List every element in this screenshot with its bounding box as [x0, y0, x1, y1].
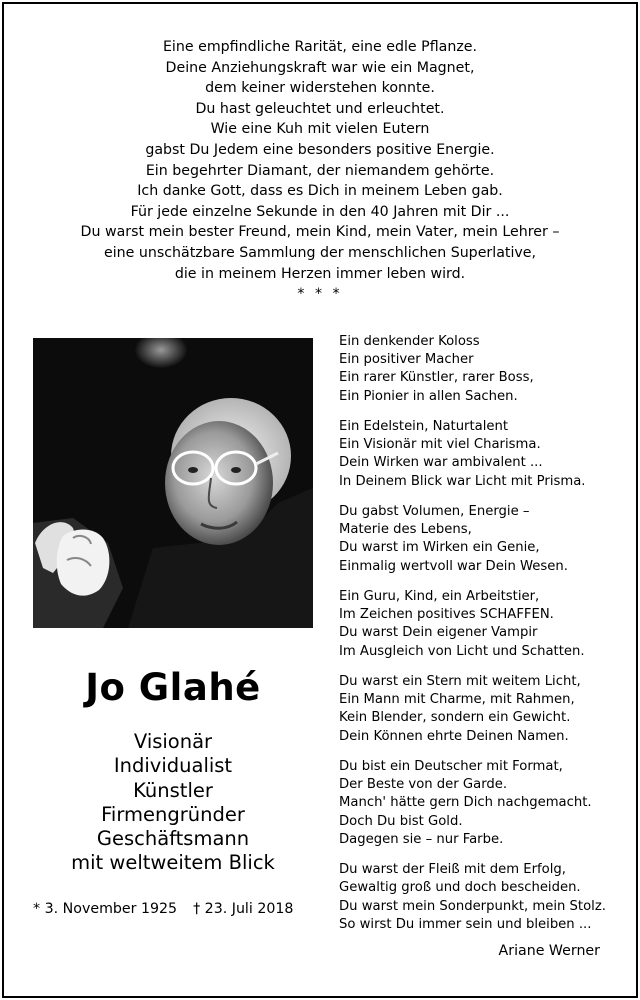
poem-stanza [339, 418, 629, 491]
poem-stanza [339, 861, 629, 934]
intro-line: gabst Du Jedem eine besonders positive Energie. [145, 141, 495, 158]
poem-line: Ein positiver Macher [339, 352, 474, 368]
poem-line: Ein Mann mit Charme, mit Rahmen, [339, 692, 575, 708]
poem-line: Ein rarer Künstler, rarer Boss, [339, 370, 534, 386]
intro-line: eine unschätzbare Sammlung der menschlichen Superlative, [103, 244, 537, 261]
poem-line: Der Beste von der Garde. [339, 777, 508, 793]
intro-line: Ein begehrter Diamant, der niemandem gehörte. [145, 162, 495, 179]
birth-date: * 3. November 1925 [33, 901, 178, 917]
poem-line: Du warst Dein eigener Vampir [339, 625, 538, 641]
title-item: mit weltweitem Blick [71, 851, 275, 875]
poem-line: Du bist ein Deutscher mit Format, [339, 759, 563, 774]
poem-line: In Deinem Blick war Licht mit Prisma. [339, 473, 586, 489]
intro-line: Du hast geleuchtet und erleuchtet. [195, 100, 445, 117]
intro-line: dem keiner widerstehen konnte. [205, 80, 435, 97]
poem-line: So wirst Du immer sein und bleiben ... [339, 916, 592, 932]
intro-line: Eine empfindliche Rarität, eine edle Pflanze. [162, 39, 478, 55]
poem-line: Im Ausgleich von Licht und Schatten. [339, 643, 585, 659]
life-dates [33, 901, 323, 917]
poem-line: Manch' hätte gern Dich nachgemacht. [339, 795, 592, 811]
poem-stanza [339, 588, 629, 661]
deceased-name: Jo Glahé [85, 666, 261, 709]
intro-line: die in meinem Herzen immer leben wird. [174, 265, 466, 282]
poem-stanza [339, 758, 629, 849]
title-item: Firmengründer [101, 802, 245, 826]
intro-line: Deine Anziehungskraft war wie ein Magnet, [165, 59, 475, 76]
titles-list [33, 730, 313, 876]
portrait-illustration [33, 338, 313, 628]
intro-line: Für jede einzelne Sekunde in den 40 Jahren mit Dir ... [130, 203, 510, 220]
poem-line: Materie des Lebens, [339, 522, 472, 538]
poem-stanza [339, 503, 629, 576]
poem-line: Einmalig wertvoll war Dein Wesen. [339, 558, 568, 574]
death-date: † 23. Juli 2018 [193, 901, 294, 917]
poem-line: Dagegen sie – nur Farbe. [339, 831, 504, 847]
poem-line: Gewaltig groß und doch bescheiden. [339, 880, 581, 896]
poem-stanza [339, 333, 629, 406]
poem-line: Ein denkender Koloss [339, 334, 480, 349]
separator-stars: * * * [297, 286, 343, 303]
poem-line: Kein Blender, sondern ein Gewicht. [339, 710, 571, 726]
poem-line: Du gabst Volumen, Energie – [339, 504, 530, 519]
poem [339, 333, 629, 946]
poem-line: Im Zeichen positives SCHAFFEN. [339, 607, 554, 623]
title-item: Künstler [133, 778, 213, 802]
poem-stanza [339, 673, 629, 746]
poem-line: Du warst ein Stern mit weitem Licht, [339, 674, 581, 689]
title-item: Geschäftsmann [96, 827, 250, 851]
poem-line: Ein Pionier in allen Sachen. [339, 388, 518, 404]
poem-line: Dein Können ehrte Deinen Namen. [339, 728, 569, 744]
poem-line: Ein Visionär mit viel Charisma. [339, 437, 541, 453]
poem-line: Du warst im Wirken ein Genie, [339, 540, 540, 556]
signature: Ariane Werner [498, 943, 600, 959]
poem-line: Du warst mein Sonderpunkt, mein Stolz. [339, 898, 606, 914]
portrait-photo [33, 338, 313, 628]
intro-verse [20, 37, 620, 305]
poem-line: Doch Du bist Gold. [339, 813, 463, 829]
poem-line: Dein Wirken war ambivalent ... [339, 455, 543, 471]
intro-line: Du warst mein bester Freund, mein Kind, mein Vater, mein Lehrer – [80, 224, 560, 241]
title-item: Visionär [133, 730, 213, 753]
poem-line: Du warst der Fleiß mit dem Erfolg, [339, 862, 566, 878]
title-item: Individualist [113, 754, 233, 778]
intro-line: Ich danke Gott, dass es Dich in meinem Leben gab. [137, 183, 503, 200]
poem-line: Ein Edelstein, Naturtalent [339, 419, 509, 434]
poem-line: Ein Guru, Kind, ein Arbeitstier, [339, 589, 540, 604]
intro-line: Wie eine Kuh mit vielen Eutern [210, 121, 430, 138]
